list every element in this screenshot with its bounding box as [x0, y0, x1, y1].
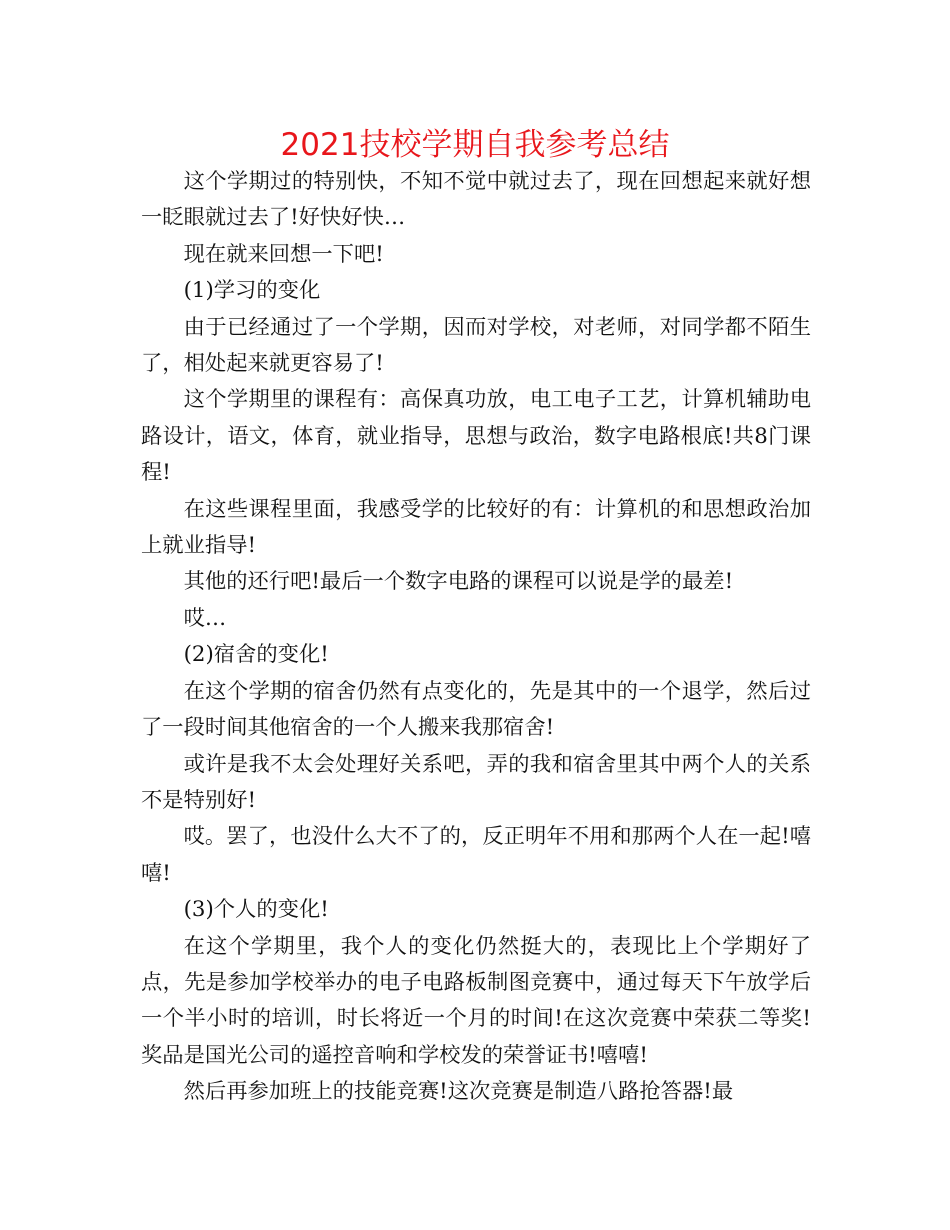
- paragraph: 这个学期过的特别快，不知不觉中就过去了，现在回想起来就好想一眨眼就过去了!好快好快…: [141, 169, 811, 231]
- paragraph: 或许是我不太会处理好关系吧，弄的我和宿舍里其中两个人的关系不是特别好!: [141, 751, 811, 813]
- paragraph: 在这些课程里面，我感受学的比较好的有：计算机的和思想政治加上就业指导!: [141, 496, 811, 559]
- paragraph: 由于已经通过了一个学期，因而对学校，对老师，对同学都不陌生了，相处起来就更容易了!: [141, 314, 811, 377]
- paragraph: 这个学期里的课程有：高保真功放，电工电子工艺，计算机辅助电路设计，语文，体育，就业指导，思想与政治，数字电路根底!共8门课程!: [141, 387, 811, 486]
- paragraph: 在这个学期的宿舍仍然有点变化的，先是其中的一个退学，然后过了一段时间其他宿舍的一个人搬来我那宿舍!: [141, 678, 811, 741]
- paragraph: 哎。罢了，也没什么大不了的，反正明年不用和那两个人在一起!嘻嘻!: [141, 824, 811, 886]
- paragraph: 在这个学期里，我个人的变化仍然挺大的，表现比上个学期好了点，先是参加学校举办的电子电路板制图竞赛中，通过每天下午放学后一个半小时的培训，时长将近一个月的时间!在这次竞赛中荣获二等奖!奖品是国光公司的遥控音响和学校发的荣誉证书!嘻嘻!: [141, 933, 811, 1068]
- paragraph: 其他的还行吧!最后一个数字电路的课程可以说是学的最差!: [183, 569, 734, 595]
- paragraph: 哎…: [183, 605, 227, 631]
- document-body: [141, 164, 811, 1111]
- document-title: 2021技校学期自我参考总结: [280, 127, 670, 163]
- section-heading: (1)学习的变化: [183, 278, 321, 304]
- section-heading: (3)个人的变化!: [183, 897, 329, 923]
- section-heading: (2)宿舍的变化!: [183, 642, 329, 668]
- paragraph: 然后再参加班上的技能竞赛!这次竞赛是制造八路抢答器!最: [183, 1079, 734, 1105]
- paragraph: 现在就来回想一下吧!: [183, 241, 384, 267]
